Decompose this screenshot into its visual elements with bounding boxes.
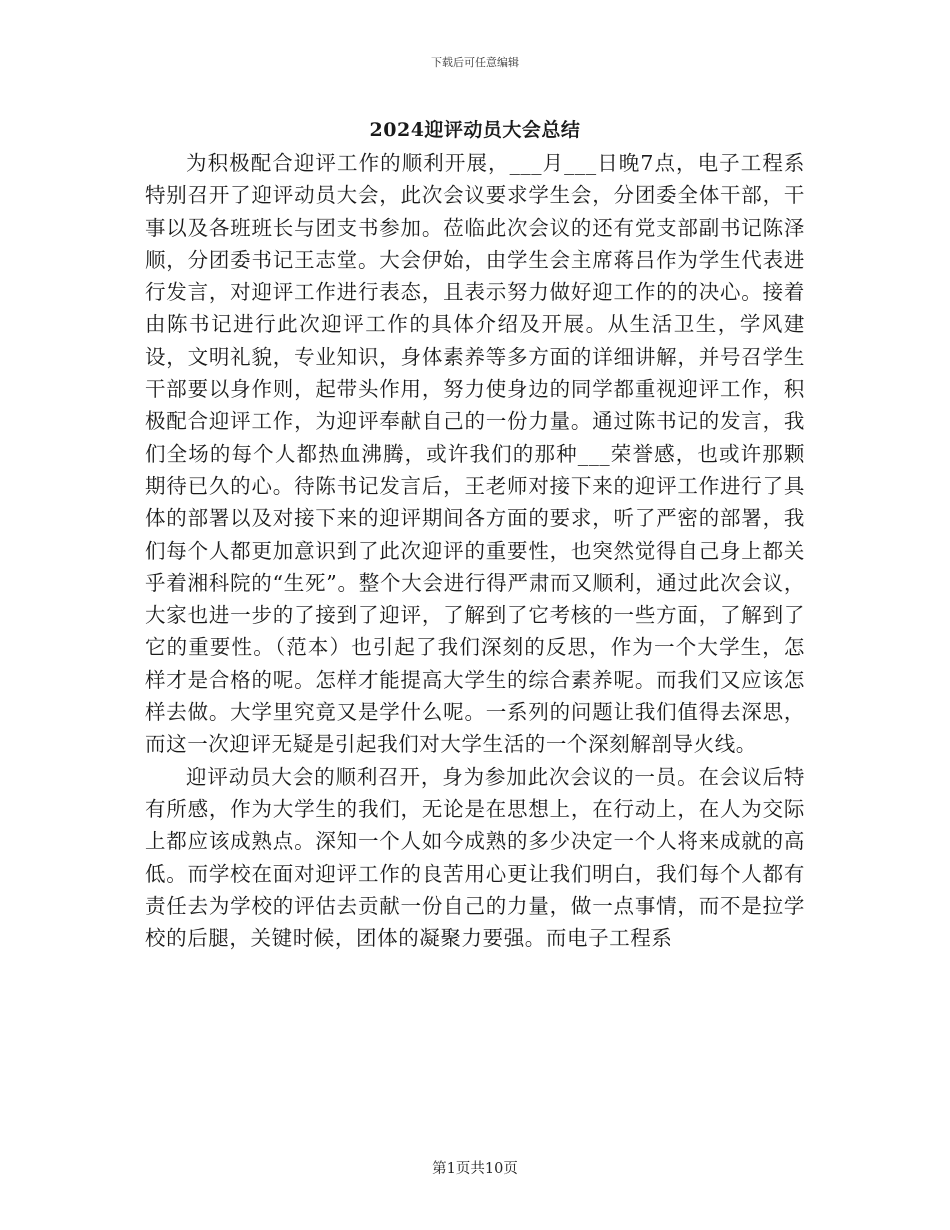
body-paragraph: 迎评动员大会的顺利召开，身为参加此次会议的一员。在会议后特有所感，作为大学生的我们，无论是在思想上，在行动上，在人为交际上都应该成熟点。深知一个人如今成熟的多少决定一个人将来成就的高低。而学校在面对迎评工作的良苦用心更让我们明白，我们每个人都有责任去为学校的评估去贡献一份自己的力量，做一点事情，而不是拉学校的后腿，关键时候，团体的凝聚力要强。而电子工程系 [145,764,805,951]
body-paragraph: 为积极配合迎评工作的顺利开展，___月___日晚7点，电子工程系特别召开了迎评动员大会，此次会议要求学生会，分团委全体干部，干事以及各班班长与团支书参加。莅临此次会议的还有党支部副书记陈泽顺，分团委书记王志堂。大会伊始，由学生会主席蒋吕作为学生代表进行发言，对迎评工作进行表态，且表示努力做好迎工作的的决心。接着由陈书记进行此次迎评工作的具体介绍及开展。从生活卫生，学风建设，文明礼貌，专业知识，身体素养等多方面的详细讲解，并号召学生干部要以身作则，起带头作用，努力使身边的同学都重视迎评工作，积极配合迎评工作，为迎评奉献自己的一份力量。通过陈书记的发言，我们全场的每个人都热血沸腾，或许我们的那种___荣誉感，也或许那颗期待已久的心。待陈书记发言后，王老师对接下来的迎评工作进行了具体的部署以及对接下来的迎评期间各方面的要求，听了严密的部署，我们每个人都更加意识到了此次迎评的重要性，也突然觉得自己身上都关乎着湘科院的“生死”。整个大会进行得严肃而又顺利，通过此次会议，大家也进一步的了接到了迎评，了解到了它考核的一些方面，了解到了它的重要性。（范本）也引起了我们深刻的反思，作为一个大学生，怎样才是合格的呢。怎样才能提高大学生的综合素养呢。而我们又应该怎样去做。大学里究竟又是学什么呢。一系列的问题让我们值得去深思，而这一次迎评无疑是引起我们对大学生活的一个深刻解剖导火线。 [145,151,805,757]
document-body [145,147,805,954]
page-header-note: 下载后可任意编辑 [431,56,519,69]
document-title: 2024迎评动员大会总结 [369,119,581,141]
page-number: 第1页共10页 [432,1161,518,1177]
